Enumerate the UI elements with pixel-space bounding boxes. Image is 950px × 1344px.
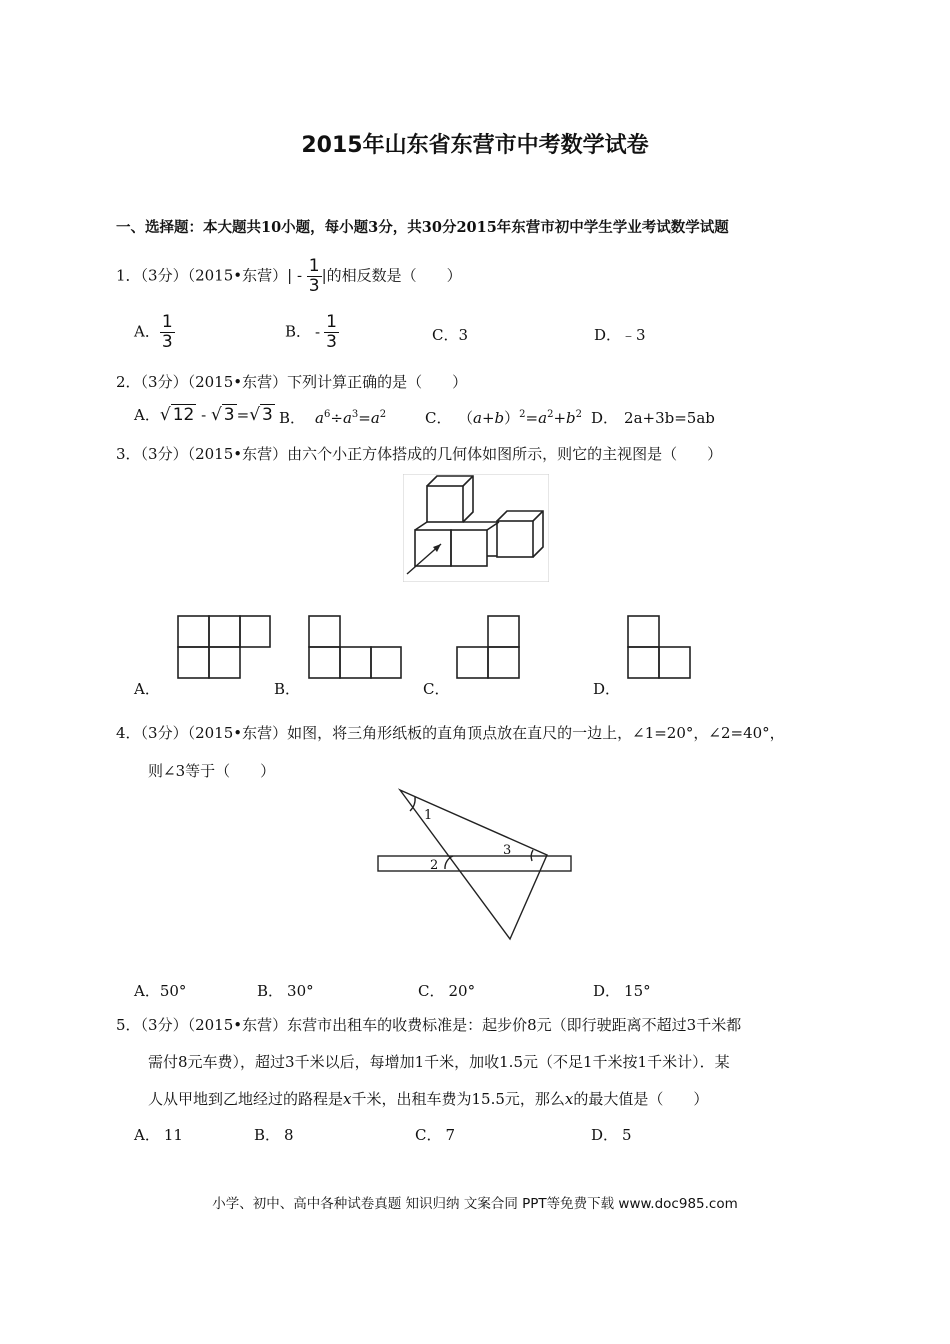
- question-meta: （3分）（2015•东营）: [140, 724, 288, 742]
- q3-option-d[interactable]: D．: [593, 680, 621, 698]
- question-4-line2: 则∠3等于（ ）: [148, 762, 276, 780]
- page-title: 2015年山东省东营市中考数学试卷: [301, 133, 649, 158]
- question-text: 下列计算正确的是（ ）: [287, 373, 468, 391]
- question-5-line2: 需付8元车费），超过3千米以后，每增加1千米，加收1.5元（不足1千米按1千米计）．某: [148, 1053, 730, 1071]
- fraction: $\frac{1}{3}$: [161, 312, 173, 352]
- angle-1-label: 1: [424, 808, 433, 823]
- q5-option-c[interactable]: C． 7: [415, 1126, 456, 1144]
- question-text: 东营市出租车的收费标准是：起步价8元（即行驶距离不超过3千米都: [287, 1016, 742, 1034]
- question-5-line3: 人从甲地到乙地经过的路程是x千米，出租车费为15.5元，那么x的最大值是（ ）: [148, 1090, 709, 1108]
- angle-2-label: 2: [430, 858, 439, 873]
- sqrt: √ 12: [159, 405, 195, 425]
- q3-option-a[interactable]: A．: [134, 680, 160, 698]
- q5-option-a[interactable]: A． 11: [134, 1126, 183, 1144]
- question-number: 1．: [116, 266, 141, 285]
- angle-3-label: 3: [503, 843, 512, 858]
- question-text: |的相反数是（ ）: [321, 266, 462, 285]
- cube-figure: [403, 474, 549, 582]
- question-text: 如图，将三角形纸板的直角顶点放在直尺的一边上，∠1=20°，∠2=40°，: [287, 724, 785, 742]
- q3-option-b[interactable]: B．: [274, 680, 301, 698]
- fraction: $\frac{1}{3}$: [326, 312, 337, 352]
- fraction: $\frac{1}{3}$: [308, 256, 320, 296]
- question-meta: （3分）（2015•东营）: [140, 445, 288, 463]
- footer-text: 小学、初中、高中各种试卷真题 知识归纳 文案合同 PPT等免费下载 www.doc985.com: [212, 1196, 738, 1212]
- question-number: 3．: [116, 445, 141, 463]
- q1-option-d[interactable]: D．﹣3: [594, 326, 646, 344]
- question-meta: （3分）（2015•东营）: [140, 266, 288, 285]
- question-text: 由六个小正方体搭成的几何体如图所示，则它的主视图是（ ）: [287, 445, 723, 463]
- question-number: 5．: [116, 1016, 141, 1034]
- question-3: [116, 443, 722, 464]
- abs-prefix: | -: [287, 266, 307, 285]
- q3-option-b-figure[interactable]: [307, 614, 403, 680]
- triangle-ruler-figure: [370, 784, 580, 946]
- question-1: [116, 258, 462, 295]
- q3-option-a-figure[interactable]: [176, 614, 272, 680]
- sqrt: √ 3: [210, 405, 235, 425]
- q3-option-d-figure[interactable]: [626, 614, 692, 680]
- sqrt: √ 3: [249, 405, 273, 425]
- q4-option-c[interactable]: C． 20°: [418, 982, 476, 1000]
- question-meta: （3分）（2015•东营）: [140, 373, 288, 391]
- question-number: 4．: [116, 724, 141, 742]
- q4-option-b[interactable]: B． 30°: [257, 982, 314, 1000]
- q1-option-b[interactable]: B． - $\frac{1}{3}$: [285, 312, 337, 352]
- q5-option-d[interactable]: D． 5: [591, 1126, 632, 1144]
- q5-option-b[interactable]: B． 8: [254, 1126, 294, 1144]
- question-meta: （3分）（2015•东营）: [140, 1016, 288, 1034]
- q2-option-c[interactable]: C． $(a+b)^2=a^2+b^2$: [425, 409, 582, 427]
- question-number: 2．: [116, 373, 141, 391]
- q2-option-b[interactable]: B． $a^6\div a^3=a^2$: [279, 409, 387, 427]
- question-2: [116, 371, 467, 392]
- q3-option-c[interactable]: C．: [423, 680, 450, 698]
- section-heading: 一、选择题：本大题共10小题，每小题3分，共30分2015年东营市初中学生学业考试数学试题: [116, 219, 729, 236]
- q4-option-d[interactable]: D． 15°: [593, 982, 651, 1000]
- question-5: [116, 1014, 741, 1035]
- question-4: [116, 722, 785, 743]
- q2-option-a[interactable]: A．√ 12 - √ 3 =√ 3: [134, 405, 273, 425]
- q1-option-a[interactable]: A． $\frac{1}{3}$: [134, 312, 173, 352]
- q1-option-c[interactable]: C．3: [432, 326, 469, 344]
- q2-option-d[interactable]: D． 2a+3b=5ab: [591, 409, 715, 427]
- q4-option-a[interactable]: A．50°: [134, 982, 187, 1000]
- q3-option-c-figure[interactable]: [455, 614, 521, 680]
